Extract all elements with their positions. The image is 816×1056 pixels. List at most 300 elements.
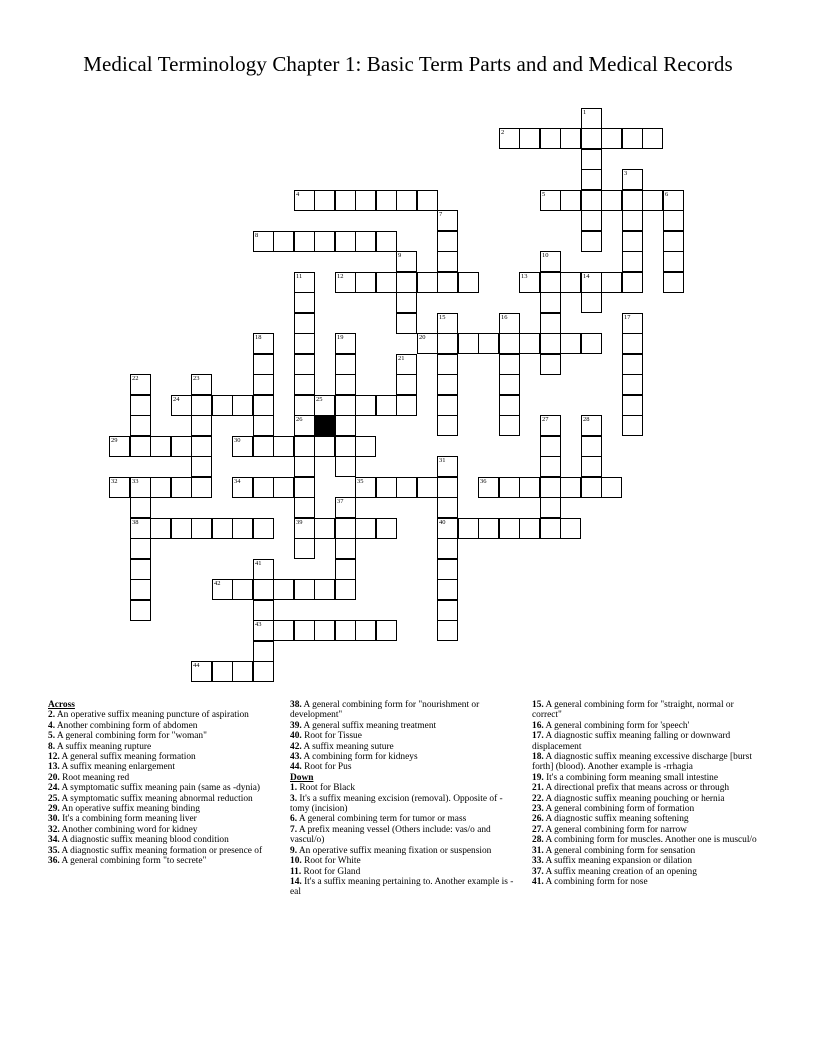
cell-number: 35 — [357, 478, 364, 485]
grid-cell[interactable] — [560, 272, 581, 293]
clue-item — [532, 804, 764, 814]
grid-cell[interactable] — [437, 354, 458, 375]
clue-item — [290, 794, 516, 815]
grid-cell[interactable] — [642, 128, 663, 149]
clue-text: Root for Black — [297, 783, 356, 794]
grid-cell[interactable] — [499, 128, 520, 149]
grid-cell[interactable] — [540, 415, 561, 436]
clue-item — [290, 783, 516, 793]
grid-cell[interactable] — [150, 436, 171, 457]
grid-cell[interactable] — [253, 415, 274, 436]
cell-number: 6 — [665, 191, 669, 198]
grid-cell[interactable] — [294, 518, 315, 539]
grid-cell[interactable] — [294, 272, 315, 293]
grid-cell[interactable] — [437, 579, 458, 600]
clue-number: 16. — [532, 720, 544, 731]
grid-cell[interactable] — [191, 395, 212, 416]
grid-cell[interactable] — [212, 518, 233, 539]
grid-cell[interactable] — [273, 579, 294, 600]
clue-number: 3. — [290, 793, 298, 804]
grid-cell[interactable] — [581, 169, 602, 190]
cell-number: 7 — [439, 211, 443, 218]
grid-cell[interactable] — [355, 620, 376, 641]
grid-cell[interactable] — [294, 333, 315, 354]
clue-number: 29. — [48, 804, 60, 815]
cell-number: 18 — [255, 334, 262, 341]
grid-cell[interactable] — [109, 436, 130, 457]
cell-number: 31 — [439, 457, 446, 464]
grid-cell[interactable] — [130, 559, 151, 580]
grid-cell[interactable] — [622, 374, 643, 395]
grid-cell[interactable] — [273, 477, 294, 498]
grid-cell[interactable] — [355, 518, 376, 539]
grid-cell[interactable] — [130, 436, 151, 457]
grid-cell[interactable] — [150, 477, 171, 498]
grid-cell[interactable] — [396, 272, 417, 293]
grid-cell[interactable] — [458, 272, 479, 293]
grid-cell[interactable] — [519, 518, 540, 539]
grid-cell[interactable] — [499, 333, 520, 354]
grid-cell[interactable] — [191, 374, 212, 395]
clue-number: 28. — [532, 835, 544, 846]
grid-cell[interactable] — [130, 538, 151, 559]
grid-cell[interactable] — [540, 354, 561, 375]
grid-cell[interactable] — [663, 251, 684, 272]
grid-cell[interactable] — [335, 436, 356, 457]
cell-number: 34 — [234, 478, 241, 485]
grid-cell[interactable] — [335, 395, 356, 416]
grid-cell[interactable] — [130, 579, 151, 600]
grid-cell[interactable] — [294, 415, 315, 436]
grid-cell[interactable] — [396, 190, 417, 211]
grid-cell[interactable] — [232, 436, 253, 457]
grid-cell[interactable] — [314, 518, 335, 539]
grid-cell[interactable] — [540, 313, 561, 334]
grid-cell[interactable] — [191, 661, 212, 682]
clue-column-1 — [48, 700, 270, 867]
grid-cell[interactable] — [314, 579, 335, 600]
grid-cell[interactable] — [314, 231, 335, 252]
grid-cell[interactable] — [622, 333, 643, 354]
grid-cell[interactable] — [294, 579, 315, 600]
grid-cell[interactable] — [130, 415, 151, 436]
cell-number: 15 — [439, 314, 446, 321]
clue-number: 42. — [290, 741, 302, 752]
grid-cell[interactable] — [294, 395, 315, 416]
grid-cell[interactable] — [253, 641, 274, 662]
clue-item — [532, 773, 764, 783]
grid-cell[interactable] — [376, 395, 397, 416]
cell-number: 19 — [337, 334, 344, 341]
grid-cell[interactable] — [232, 579, 253, 600]
grid-cell[interactable] — [601, 272, 622, 293]
clue-text: Root for Gland — [301, 866, 361, 877]
grid-cell[interactable] — [335, 518, 356, 539]
grid-cell[interactable] — [130, 497, 151, 518]
grid-cell[interactable] — [335, 559, 356, 580]
grid-cell[interactable] — [458, 333, 479, 354]
grid-cell[interactable] — [417, 190, 438, 211]
grid-cell[interactable] — [601, 190, 622, 211]
grid-cell[interactable] — [314, 395, 335, 416]
clue-item — [48, 742, 270, 752]
grid-cell[interactable] — [335, 456, 356, 477]
clue-text: Another combining form of abdomen — [55, 720, 198, 731]
grid-cell[interactable] — [191, 436, 212, 457]
clue-text: A general combining form for "nourishment or development" — [290, 700, 480, 721]
grid-cell[interactable] — [540, 272, 561, 293]
cell-number: 11 — [296, 273, 303, 280]
grid-cell[interactable] — [540, 456, 561, 477]
clue-number: 25. — [48, 793, 60, 804]
cell-number: 5 — [542, 191, 546, 198]
grid-cell[interactable] — [622, 128, 643, 149]
grid-cell[interactable] — [191, 415, 212, 436]
cell-number: 29 — [111, 437, 118, 444]
clue-text: Root meaning red — [59, 772, 130, 783]
grid-cell[interactable] — [294, 374, 315, 395]
grid-cell[interactable] — [519, 128, 540, 149]
grid-cell[interactable] — [499, 477, 520, 498]
grid-cell[interactable] — [253, 333, 274, 354]
clue-text: A suffix meaning enlargement — [59, 762, 175, 773]
grid-cell[interactable] — [294, 436, 315, 457]
grid-cell[interactable] — [581, 436, 602, 457]
clue-text: A general combining form for "woman" — [55, 731, 207, 742]
clue-item — [290, 856, 516, 866]
grid-cell[interactable] — [253, 231, 274, 252]
clue-number: 1. — [290, 783, 298, 794]
grid-cell[interactable] — [150, 518, 171, 539]
grid-cell[interactable] — [253, 600, 274, 621]
clue-text: Root for White — [301, 856, 361, 867]
grid-cell[interactable] — [171, 395, 192, 416]
grid-cell[interactable] — [212, 395, 233, 416]
clue-number: 20. — [48, 772, 60, 783]
grid-cell[interactable] — [232, 661, 253, 682]
grid-cell[interactable] — [171, 477, 192, 498]
grid-cell[interactable] — [437, 374, 458, 395]
grid-cell[interactable] — [519, 272, 540, 293]
grid-cell[interactable] — [437, 251, 458, 272]
grid-cell[interactable] — [376, 190, 397, 211]
grid-cell[interactable] — [253, 374, 274, 395]
grid-cell[interactable] — [437, 518, 458, 539]
grid-cell[interactable] — [437, 395, 458, 416]
grid-cell[interactable] — [437, 333, 458, 354]
grid-cell[interactable] — [376, 477, 397, 498]
grid-cell[interactable] — [130, 518, 151, 539]
grid-cell[interactable] — [253, 579, 274, 600]
grid-cell[interactable] — [294, 477, 315, 498]
grid-cell[interactable] — [294, 497, 315, 518]
grid-cell[interactable] — [396, 477, 417, 498]
grid-cell[interactable] — [314, 436, 335, 457]
grid-cell[interactable] — [437, 477, 458, 498]
grid-cell[interactable] — [437, 538, 458, 559]
grid-cell[interactable] — [437, 313, 458, 334]
grid-cell[interactable] — [232, 395, 253, 416]
grid-cell[interactable] — [376, 231, 397, 252]
grid-cell[interactable] — [601, 477, 622, 498]
grid-cell[interactable] — [581, 108, 602, 129]
grid-cell[interactable] — [478, 333, 499, 354]
grid-cell[interactable] — [191, 518, 212, 539]
grid-cell[interactable] — [335, 415, 356, 436]
clue-item — [290, 846, 516, 856]
clue-number: 24. — [48, 783, 60, 794]
grid-cell[interactable] — [478, 477, 499, 498]
grid-cell[interactable] — [396, 374, 417, 395]
grid-cell[interactable] — [396, 395, 417, 416]
clue-number: 18. — [532, 752, 544, 763]
grid-cell[interactable] — [540, 333, 561, 354]
grid-cell[interactable] — [581, 149, 602, 170]
grid-cell[interactable] — [376, 620, 397, 641]
grid-cell[interactable] — [355, 190, 376, 211]
grid-cell[interactable] — [499, 415, 520, 436]
clue-column-2 — [290, 700, 516, 898]
cell-number: 17 — [624, 314, 631, 321]
grid-cell[interactable] — [437, 231, 458, 252]
grid-cell[interactable] — [355, 231, 376, 252]
grid-cell[interactable] — [540, 190, 561, 211]
grid-cell[interactable] — [335, 620, 356, 641]
clue-text: Root for Tissue — [301, 731, 362, 742]
clue-number: 10. — [290, 856, 302, 867]
grid-cell[interactable] — [396, 292, 417, 313]
grid-cell[interactable] — [663, 231, 684, 252]
clue-item — [48, 773, 270, 783]
grid-cell[interactable] — [294, 620, 315, 641]
grid-cell[interactable] — [581, 333, 602, 354]
across-header: Across — [48, 700, 75, 710]
grid-cell[interactable] — [335, 190, 356, 211]
grid-cell[interactable] — [622, 354, 643, 375]
grid-cell[interactable] — [437, 415, 458, 436]
grid-cell[interactable] — [396, 251, 417, 272]
grid-cell[interactable] — [437, 210, 458, 231]
clue-item — [290, 742, 516, 752]
grid-cell[interactable] — [622, 231, 643, 252]
grid-cell[interactable] — [109, 477, 130, 498]
grid-cell[interactable] — [601, 128, 622, 149]
clue-text: A general combining term for tumor or mass — [297, 814, 467, 825]
clue-number: 33. — [532, 856, 544, 867]
clue-item — [290, 731, 516, 741]
grid-cell[interactable] — [335, 497, 356, 518]
grid-cell[interactable] — [417, 477, 438, 498]
clue-item — [532, 856, 764, 866]
clue-text: A general combining form for "straight, normal or correct" — [532, 700, 734, 721]
grid-cell[interactable] — [335, 579, 356, 600]
cell-number: 32 — [111, 478, 118, 485]
clue-item — [48, 794, 270, 804]
grid-cell[interactable] — [622, 169, 643, 190]
clue-item — [290, 700, 516, 721]
grid-cell[interactable] — [355, 272, 376, 293]
grid-cell[interactable] — [581, 231, 602, 252]
grid-cell[interactable] — [294, 190, 315, 211]
grid-cell[interactable] — [437, 272, 458, 293]
clue-number: 8. — [48, 741, 56, 752]
grid-cell[interactable] — [294, 538, 315, 559]
grid-cell[interactable] — [540, 128, 561, 149]
grid-cell[interactable] — [355, 477, 376, 498]
grid-cell[interactable] — [560, 190, 581, 211]
grid-cell[interactable] — [519, 477, 540, 498]
clue-number: 34. — [48, 835, 60, 846]
grid-cell[interactable] — [437, 600, 458, 621]
grid-cell[interactable] — [540, 518, 561, 539]
clue-text: A general combining form for 'speech' — [543, 720, 690, 731]
clue-text: A diagnostic suffix meaning pouching or hernia — [543, 793, 725, 804]
grid-cell[interactable] — [581, 210, 602, 231]
grid-cell[interactable] — [622, 313, 643, 334]
grid-cell[interactable] — [396, 313, 417, 334]
grid-cell[interactable] — [622, 395, 643, 416]
grid-cell[interactable] — [335, 333, 356, 354]
grid-cell[interactable] — [253, 559, 274, 580]
grid-cell[interactable] — [622, 251, 643, 272]
cell-number: 22 — [132, 375, 139, 382]
clue-item — [48, 762, 270, 772]
grid-cell[interactable] — [171, 436, 192, 457]
grid-cell[interactable] — [294, 354, 315, 375]
clue-item — [290, 825, 516, 846]
grid-cell[interactable] — [519, 333, 540, 354]
grid-cell[interactable] — [540, 477, 561, 498]
grid-cell[interactable] — [540, 436, 561, 457]
grid-cell[interactable] — [622, 190, 643, 211]
grid-cell[interactable] — [622, 272, 643, 293]
grid-cell[interactable] — [642, 190, 663, 211]
grid-cell[interactable] — [437, 559, 458, 580]
grid-cell[interactable] — [581, 272, 602, 293]
grid-cell[interactable] — [212, 661, 233, 682]
grid-cell[interactable] — [253, 395, 274, 416]
grid-cell[interactable] — [253, 620, 274, 641]
clue-text: Another combining word for kidney — [59, 824, 198, 835]
cell-number: 38 — [132, 519, 139, 526]
grid-cell[interactable] — [581, 190, 602, 211]
grid-cell[interactable] — [499, 395, 520, 416]
grid-cell[interactable] — [499, 374, 520, 395]
clue-text: A general combining form "to secrete" — [59, 856, 207, 867]
grid-cell[interactable] — [212, 579, 233, 600]
grid-cell[interactable] — [171, 518, 192, 539]
clue-text: It's a combining form meaning small intestine — [543, 772, 719, 783]
grid-cell[interactable] — [581, 292, 602, 313]
grid-cell[interactable] — [273, 231, 294, 252]
clue-number: 12. — [48, 752, 60, 763]
grid-cell[interactable] — [130, 600, 151, 621]
grid-cell[interactable] — [191, 456, 212, 477]
grid-cell[interactable] — [581, 128, 602, 149]
clue-number: 5. — [48, 731, 56, 742]
grid-cell[interactable] — [663, 190, 684, 211]
grid-cell[interactable] — [314, 620, 335, 641]
clue-item — [48, 846, 270, 856]
grid-cell[interactable] — [191, 477, 212, 498]
grid-cell[interactable] — [253, 661, 274, 682]
grid-cell[interactable] — [355, 395, 376, 416]
grid-cell[interactable] — [335, 538, 356, 559]
grid-cell[interactable] — [560, 333, 581, 354]
cell-number: 44 — [193, 662, 200, 669]
grid-cell[interactable] — [478, 518, 499, 539]
clue-number: 14. — [290, 876, 302, 887]
grid-cell[interactable] — [253, 477, 274, 498]
grid-cell[interactable] — [417, 272, 438, 293]
grid-cell[interactable] — [437, 620, 458, 641]
grid-cell[interactable] — [540, 497, 561, 518]
grid-cell[interactable] — [130, 477, 151, 498]
grid-cell[interactable] — [335, 354, 356, 375]
grid-cell[interactable] — [560, 477, 581, 498]
grid-cell[interactable] — [560, 128, 581, 149]
grid-cell[interactable] — [663, 210, 684, 231]
grid-cell[interactable] — [663, 272, 684, 293]
clue-number: 6. — [290, 814, 298, 825]
clue-item — [532, 721, 764, 731]
grid-cell[interactable] — [581, 415, 602, 436]
grid-cell[interactable] — [499, 354, 520, 375]
grid-cell[interactable] — [355, 436, 376, 457]
grid-cell[interactable] — [253, 518, 274, 539]
grid-cell[interactable] — [130, 374, 151, 395]
clue-text: A diagnostic suffix meaning softening — [543, 814, 689, 825]
grid-cell[interactable] — [253, 436, 274, 457]
grid-cell[interactable] — [335, 231, 356, 252]
grid-cell[interactable] — [376, 518, 397, 539]
grid-cell[interactable] — [540, 251, 561, 272]
grid-cell[interactable] — [581, 456, 602, 477]
grid-cell[interactable] — [130, 395, 151, 416]
grid-cell[interactable] — [294, 313, 315, 334]
grid-cell[interactable] — [273, 620, 294, 641]
grid-cell[interactable] — [396, 354, 417, 375]
grid-cell[interactable] — [499, 518, 520, 539]
clue-item — [290, 762, 516, 772]
grid-cell[interactable] — [437, 456, 458, 477]
grid-cell[interactable] — [314, 190, 335, 211]
grid-cell[interactable] — [376, 272, 397, 293]
cell-number: 1 — [583, 109, 587, 116]
grid-cell[interactable] — [273, 436, 294, 457]
grid-cell[interactable] — [253, 354, 274, 375]
grid-cell[interactable] — [417, 333, 438, 354]
clue-text: Root for Pus — [301, 762, 352, 773]
grid-cell[interactable] — [232, 477, 253, 498]
grid-cell[interactable] — [437, 497, 458, 518]
grid-cell[interactable] — [232, 518, 253, 539]
grid-cell[interactable] — [540, 292, 561, 313]
clue-item — [290, 752, 516, 762]
grid-cell[interactable] — [622, 415, 643, 436]
grid-cell[interactable] — [560, 518, 581, 539]
clue-column-3 — [532, 700, 764, 887]
grid-cell[interactable] — [335, 272, 356, 293]
grid-cell[interactable] — [458, 518, 479, 539]
grid-cell[interactable] — [499, 313, 520, 334]
grid-cell[interactable] — [335, 374, 356, 395]
grid-cell[interactable] — [622, 210, 643, 231]
grid-cell[interactable] — [294, 456, 315, 477]
grid-cell[interactable] — [294, 231, 315, 252]
grid-cell[interactable] — [581, 477, 602, 498]
grid-cell[interactable] — [294, 292, 315, 313]
